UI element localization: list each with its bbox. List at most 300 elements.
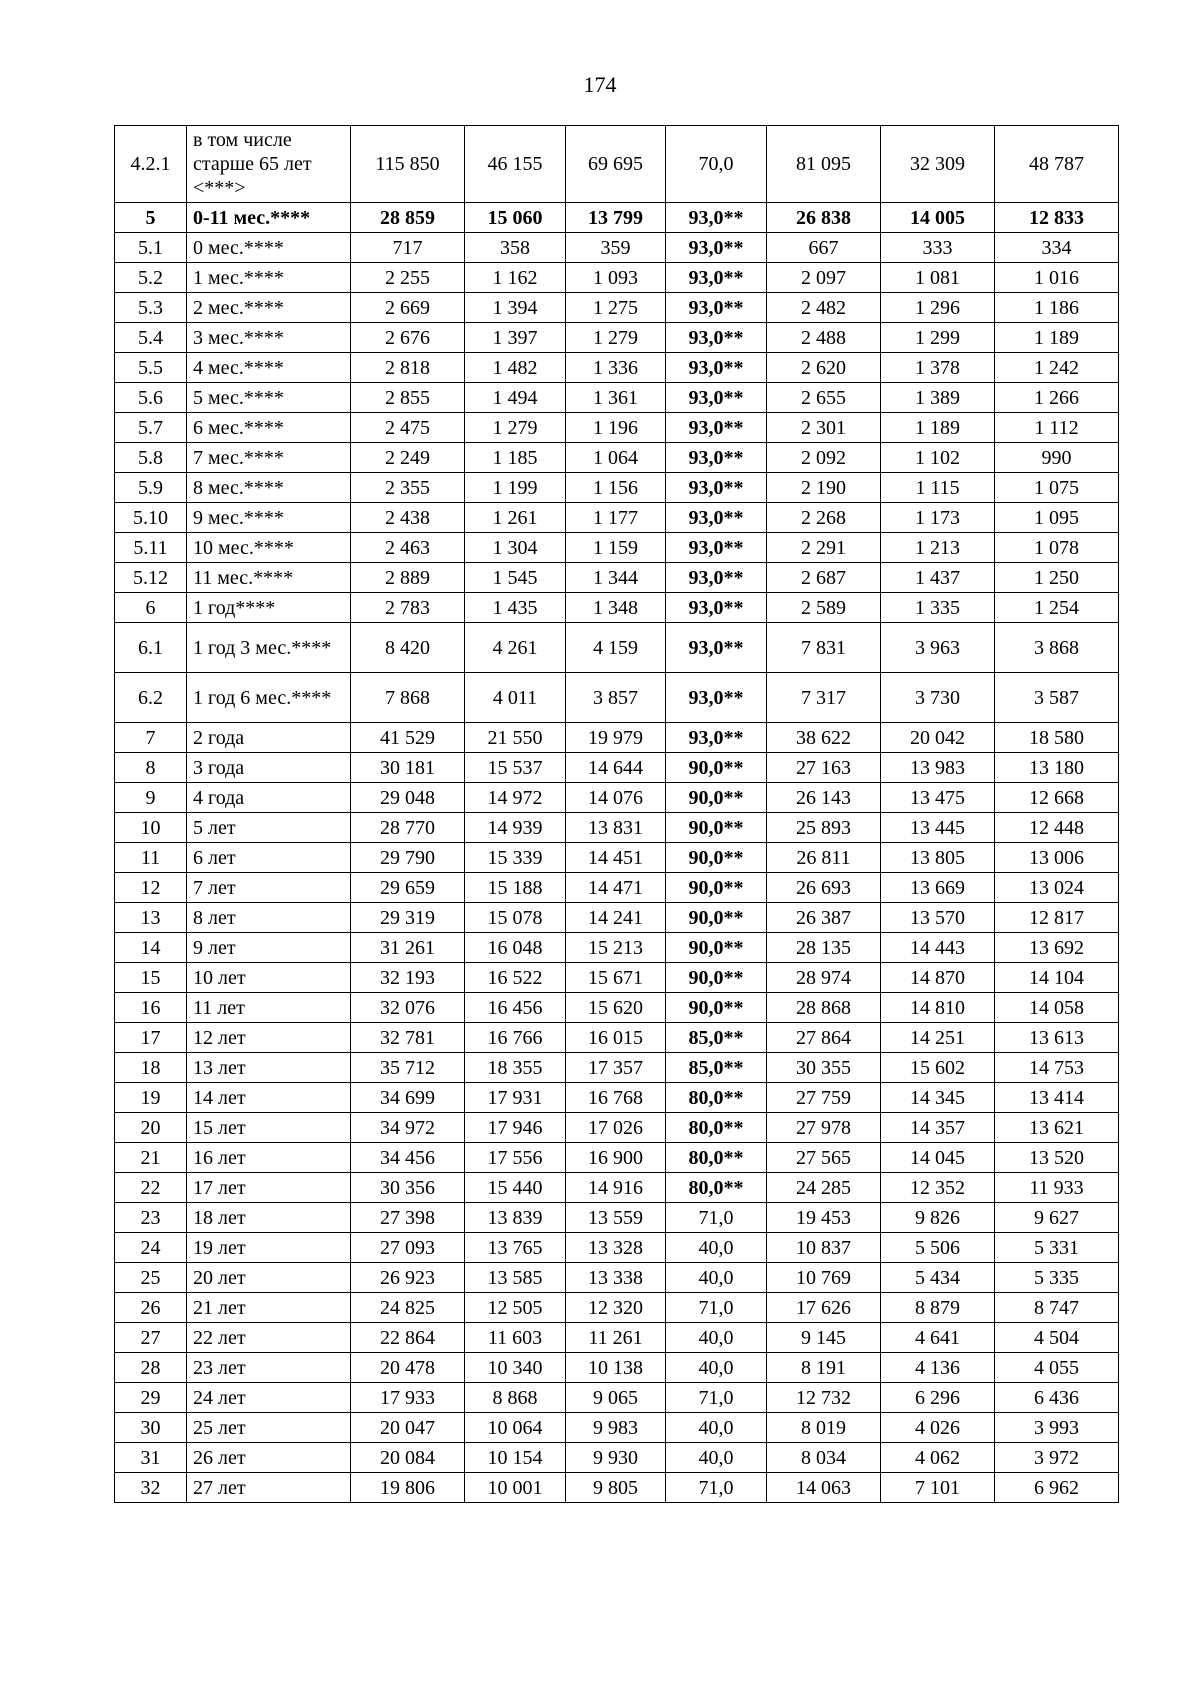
vaccination-population-table [114,125,1119,1503]
row-number-cell: 14 [115,933,187,963]
column-7-cell: 1 335 [881,593,995,623]
column-8-cell: 1 266 [995,383,1119,413]
column-3-cell: 358 [465,233,566,263]
column-7-cell: 1 189 [881,413,995,443]
column-4-cell: 15 620 [566,993,666,1023]
age-group-cell: 17 лет [187,1173,351,1203]
column-4-cell: 11 261 [566,1323,666,1353]
column-8-cell: 1 250 [995,563,1119,593]
column-7-cell: 13 570 [881,903,995,933]
row-number-cell: 4.2.1 [115,126,187,203]
column-4-cell: 1 361 [566,383,666,413]
column-8-cell: 1 254 [995,593,1119,623]
column-3-cell: 16 522 [465,963,566,993]
column-8-cell: 990 [995,443,1119,473]
column-6-cell: 2 488 [767,323,881,353]
age-group-cell: в том числе старше 65 лет <***> [187,126,351,203]
age-group-cell: 10 лет [187,963,351,993]
table-row [115,1143,1119,1173]
column-4-cell: 13 831 [566,813,666,843]
column-4-cell: 13 328 [566,1233,666,1263]
column-7-cell: 3 730 [881,673,995,723]
age-group-cell: 11 мес.**** [187,563,351,593]
column-6-cell: 27 163 [767,753,881,783]
table-row [115,903,1119,933]
row-number-cell: 5.6 [115,383,187,413]
column-7-cell: 5 434 [881,1263,995,1293]
row-number-cell: 5.8 [115,443,187,473]
table-row [115,623,1119,673]
table-row [115,473,1119,503]
column-3-cell: 16 456 [465,993,566,1023]
total-cell: 20 047 [351,1413,465,1443]
total-cell: 2 676 [351,323,465,353]
column-8-cell: 13 520 [995,1143,1119,1173]
table-row [115,353,1119,383]
coverage-rate-cell: 93,0** [666,503,767,533]
column-3-cell: 17 931 [465,1083,566,1113]
table-row [115,843,1119,873]
column-8-cell: 12 668 [995,783,1119,813]
column-7-cell: 1 389 [881,383,995,413]
column-6-cell: 26 387 [767,903,881,933]
column-6-cell: 9 145 [767,1323,881,1353]
table-row [115,963,1119,993]
column-3-cell: 15 188 [465,873,566,903]
age-group-cell: 21 лет [187,1293,351,1323]
row-number-cell: 13 [115,903,187,933]
coverage-rate-cell: 93,0** [666,533,767,563]
total-cell: 27 398 [351,1203,465,1233]
column-8-cell: 1 242 [995,353,1119,383]
coverage-rate-cell: 93,0** [666,353,767,383]
column-4-cell: 14 916 [566,1173,666,1203]
row-number-cell: 7 [115,723,187,753]
coverage-rate-cell: 40,0 [666,1353,767,1383]
column-4-cell: 15 213 [566,933,666,963]
column-6-cell: 38 622 [767,723,881,753]
coverage-rate-cell: 93,0** [666,383,767,413]
total-cell: 28 859 [351,203,465,233]
age-group-cell: 6 мес.**** [187,413,351,443]
column-6-cell: 2 092 [767,443,881,473]
table-row [115,413,1119,443]
column-8-cell: 14 058 [995,993,1119,1023]
age-group-cell: 3 года [187,753,351,783]
column-6-cell: 27 978 [767,1113,881,1143]
column-7-cell: 1 081 [881,263,995,293]
total-cell: 8 420 [351,623,465,673]
column-4-cell: 1 336 [566,353,666,383]
column-7-cell: 14 870 [881,963,995,993]
total-cell: 34 972 [351,1113,465,1143]
column-8-cell: 14 104 [995,963,1119,993]
column-4-cell: 12 320 [566,1293,666,1323]
age-group-cell: 20 лет [187,1263,351,1293]
age-group-cell: 9 мес.**** [187,503,351,533]
table-row [115,813,1119,843]
coverage-rate-cell: 93,0** [666,263,767,293]
column-3-cell: 1 279 [465,413,566,443]
column-7-cell: 1 213 [881,533,995,563]
table-row [115,753,1119,783]
column-8-cell: 334 [995,233,1119,263]
row-number-cell: 5.11 [115,533,187,563]
column-3-cell: 15 440 [465,1173,566,1203]
row-number-cell: 28 [115,1353,187,1383]
table-row [115,1173,1119,1203]
table-row [115,263,1119,293]
age-group-cell: 22 лет [187,1323,351,1353]
column-7-cell: 1 102 [881,443,995,473]
column-8-cell: 13 613 [995,1023,1119,1053]
age-group-cell: 11 лет [187,993,351,1023]
age-group-cell: 1 мес.**** [187,263,351,293]
row-number-cell: 5 [115,203,187,233]
column-3-cell: 10 064 [465,1413,566,1443]
age-group-cell: 4 года [187,783,351,813]
row-number-cell: 5.2 [115,263,187,293]
column-4-cell: 1 177 [566,503,666,533]
total-cell: 2 249 [351,443,465,473]
column-8-cell: 13 692 [995,933,1119,963]
column-6-cell: 27 864 [767,1023,881,1053]
age-group-cell: 5 мес.**** [187,383,351,413]
table-row [115,1443,1119,1473]
coverage-rate-cell: 71,0 [666,1293,767,1323]
row-number-cell: 5.10 [115,503,187,533]
table-row [115,1203,1119,1233]
column-4-cell: 16 015 [566,1023,666,1053]
age-group-cell: 1 год**** [187,593,351,623]
column-8-cell: 18 580 [995,723,1119,753]
total-cell: 2 818 [351,353,465,383]
total-cell: 30 181 [351,753,465,783]
table-row [115,1353,1119,1383]
age-group-cell: 27 лет [187,1473,351,1503]
column-6-cell: 28 135 [767,933,881,963]
column-3-cell: 11 603 [465,1323,566,1353]
column-3-cell: 1 545 [465,563,566,593]
coverage-rate-cell: 93,0** [666,293,767,323]
coverage-rate-cell: 40,0 [666,1263,767,1293]
column-4-cell: 4 159 [566,623,666,673]
coverage-rate-cell: 93,0** [666,593,767,623]
total-cell: 27 093 [351,1233,465,1263]
total-cell: 2 783 [351,593,465,623]
column-3-cell: 15 339 [465,843,566,873]
column-4-cell: 16 768 [566,1083,666,1113]
table-row [115,783,1119,813]
row-number-cell: 19 [115,1083,187,1113]
total-cell: 29 790 [351,843,465,873]
age-group-cell: 12 лет [187,1023,351,1053]
table-row [115,383,1119,413]
row-number-cell: 27 [115,1323,187,1353]
total-cell: 28 770 [351,813,465,843]
column-8-cell: 1 112 [995,413,1119,443]
column-3-cell: 21 550 [465,723,566,753]
column-3-cell: 1 162 [465,263,566,293]
column-7-cell: 13 445 [881,813,995,843]
age-group-cell: 10 мес.**** [187,533,351,563]
total-cell: 29 319 [351,903,465,933]
column-7-cell: 13 669 [881,873,995,903]
column-3-cell: 16 048 [465,933,566,963]
coverage-rate-cell: 93,0** [666,323,767,353]
column-8-cell: 1 078 [995,533,1119,563]
column-3-cell: 15 078 [465,903,566,933]
row-number-cell: 21 [115,1143,187,1173]
row-number-cell: 12 [115,873,187,903]
column-7-cell: 1 296 [881,293,995,323]
coverage-rate-cell: 90,0** [666,903,767,933]
column-3-cell: 1 185 [465,443,566,473]
column-6-cell: 27 759 [767,1083,881,1113]
row-number-cell: 9 [115,783,187,813]
table-row [115,503,1119,533]
column-6-cell: 2 190 [767,473,881,503]
coverage-rate-cell: 93,0** [666,443,767,473]
table-row [115,1263,1119,1293]
column-7-cell: 1 437 [881,563,995,593]
column-3-cell: 14 972 [465,783,566,813]
column-6-cell: 17 626 [767,1293,881,1323]
row-number-cell: 24 [115,1233,187,1263]
column-7-cell: 8 879 [881,1293,995,1323]
column-3-cell: 12 505 [465,1293,566,1323]
column-4-cell: 16 900 [566,1143,666,1173]
column-4-cell: 1 344 [566,563,666,593]
column-6-cell: 2 655 [767,383,881,413]
column-4-cell: 9 805 [566,1473,666,1503]
total-cell: 31 261 [351,933,465,963]
column-7-cell: 4 062 [881,1443,995,1473]
column-6-cell: 2 620 [767,353,881,383]
total-cell: 20 084 [351,1443,465,1473]
coverage-rate-cell: 90,0** [666,843,767,873]
row-number-cell: 5.1 [115,233,187,263]
column-4-cell: 19 979 [566,723,666,753]
column-8-cell: 14 753 [995,1053,1119,1083]
age-group-cell: 1 год 6 мес.**** [187,673,351,723]
column-8-cell: 1 189 [995,323,1119,353]
coverage-rate-cell: 80,0** [666,1173,767,1203]
age-group-cell: 2 мес.**** [187,293,351,323]
column-4-cell: 17 026 [566,1113,666,1143]
column-7-cell: 13 475 [881,783,995,813]
age-group-cell: 24 лет [187,1383,351,1413]
column-7-cell: 13 983 [881,753,995,783]
row-number-cell: 32 [115,1473,187,1503]
row-number-cell: 29 [115,1383,187,1413]
age-group-cell: 6 лет [187,843,351,873]
row-number-cell: 25 [115,1263,187,1293]
column-8-cell: 5 335 [995,1263,1119,1293]
total-cell: 2 255 [351,263,465,293]
column-6-cell: 10 837 [767,1233,881,1263]
table-row [115,1293,1119,1323]
column-3-cell: 15 537 [465,753,566,783]
total-cell: 2 669 [351,293,465,323]
total-cell: 17 933 [351,1383,465,1413]
column-6-cell: 28 974 [767,963,881,993]
age-group-cell: 8 мес.**** [187,473,351,503]
column-3-cell: 16 766 [465,1023,566,1053]
column-3-cell: 17 556 [465,1143,566,1173]
table-row [115,1083,1119,1113]
table-row [115,323,1119,353]
coverage-rate-cell: 71,0 [666,1473,767,1503]
column-4-cell: 1 196 [566,413,666,443]
column-7-cell: 14 810 [881,993,995,1023]
total-cell: 29 659 [351,873,465,903]
total-cell: 2 438 [351,503,465,533]
column-8-cell: 4 504 [995,1323,1119,1353]
column-7-cell: 20 042 [881,723,995,753]
total-cell: 7 868 [351,673,465,723]
age-group-cell: 18 лет [187,1203,351,1233]
column-6-cell: 667 [767,233,881,263]
column-8-cell: 13 006 [995,843,1119,873]
column-8-cell: 12 448 [995,813,1119,843]
column-3-cell: 1 435 [465,593,566,623]
coverage-rate-cell: 90,0** [666,993,767,1023]
table-row [115,126,1119,203]
column-7-cell: 14 345 [881,1083,995,1113]
table-row [115,293,1119,323]
column-4-cell: 1 064 [566,443,666,473]
column-4-cell: 69 695 [566,126,666,203]
row-number-cell: 5.12 [115,563,187,593]
column-6-cell: 7 317 [767,673,881,723]
coverage-rate-cell: 71,0 [666,1383,767,1413]
total-cell: 717 [351,233,465,263]
table-row [115,993,1119,1023]
table-row [115,723,1119,753]
coverage-rate-cell: 40,0 [666,1413,767,1443]
age-group-cell: 15 лет [187,1113,351,1143]
total-cell: 35 712 [351,1053,465,1083]
column-6-cell: 2 687 [767,563,881,593]
row-number-cell: 30 [115,1413,187,1443]
age-group-cell: 3 мес.**** [187,323,351,353]
column-6-cell: 2 268 [767,503,881,533]
row-number-cell: 5.9 [115,473,187,503]
table-row [115,233,1119,263]
column-8-cell: 8 747 [995,1293,1119,1323]
row-number-cell: 5.5 [115,353,187,383]
column-6-cell: 2 301 [767,413,881,443]
column-7-cell: 3 963 [881,623,995,673]
table-row [115,563,1119,593]
column-8-cell: 12 817 [995,903,1119,933]
coverage-rate-cell: 70,0 [666,126,767,203]
column-7-cell: 13 805 [881,843,995,873]
column-4-cell: 9 983 [566,1413,666,1443]
column-7-cell: 4 136 [881,1353,995,1383]
age-group-cell: 9 лет [187,933,351,963]
column-3-cell: 1 397 [465,323,566,353]
row-number-cell: 5.7 [115,413,187,443]
column-4-cell: 3 857 [566,673,666,723]
column-7-cell: 1 115 [881,473,995,503]
column-3-cell: 4 261 [465,623,566,673]
coverage-rate-cell: 93,0** [666,723,767,753]
table-row [115,933,1119,963]
column-4-cell: 1 159 [566,533,666,563]
coverage-rate-cell: 93,0** [666,233,767,263]
column-7-cell: 5 506 [881,1233,995,1263]
row-number-cell: 22 [115,1173,187,1203]
column-3-cell: 18 355 [465,1053,566,1083]
row-number-cell: 15 [115,963,187,993]
column-7-cell: 14 005 [881,203,995,233]
total-cell: 19 806 [351,1473,465,1503]
total-cell: 22 864 [351,1323,465,1353]
column-6-cell: 7 831 [767,623,881,673]
column-3-cell: 14 939 [465,813,566,843]
column-7-cell: 1 173 [881,503,995,533]
coverage-rate-cell: 85,0** [666,1053,767,1083]
column-4-cell: 14 451 [566,843,666,873]
column-7-cell: 14 357 [881,1113,995,1143]
age-group-cell: 7 лет [187,873,351,903]
column-8-cell: 13 414 [995,1083,1119,1113]
row-number-cell: 6.2 [115,673,187,723]
table-row [115,1053,1119,1083]
column-7-cell: 14 443 [881,933,995,963]
column-3-cell: 46 155 [465,126,566,203]
column-3-cell: 1 394 [465,293,566,323]
column-4-cell: 10 138 [566,1353,666,1383]
column-4-cell: 13 799 [566,203,666,233]
column-3-cell: 4 011 [465,673,566,723]
row-number-cell: 6 [115,593,187,623]
table-row [115,1413,1119,1443]
column-8-cell: 3 993 [995,1413,1119,1443]
column-8-cell: 3 972 [995,1443,1119,1473]
coverage-rate-cell: 93,0** [666,473,767,503]
column-6-cell: 28 868 [767,993,881,1023]
column-7-cell: 9 826 [881,1203,995,1233]
column-8-cell: 13 621 [995,1113,1119,1143]
coverage-rate-cell: 80,0** [666,1143,767,1173]
column-6-cell: 2 589 [767,593,881,623]
column-8-cell: 5 331 [995,1233,1119,1263]
column-6-cell: 25 893 [767,813,881,843]
total-cell: 30 356 [351,1173,465,1203]
total-cell: 32 781 [351,1023,465,1053]
column-3-cell: 13 839 [465,1203,566,1233]
column-7-cell: 6 296 [881,1383,995,1413]
coverage-rate-cell: 40,0 [666,1233,767,1263]
coverage-rate-cell: 90,0** [666,813,767,843]
column-4-cell: 14 241 [566,903,666,933]
coverage-rate-cell: 80,0** [666,1083,767,1113]
column-6-cell: 24 285 [767,1173,881,1203]
age-group-cell: 5 лет [187,813,351,843]
column-7-cell: 4 026 [881,1413,995,1443]
total-cell: 2 855 [351,383,465,413]
column-4-cell: 1 348 [566,593,666,623]
coverage-rate-cell: 90,0** [666,753,767,783]
column-6-cell: 19 453 [767,1203,881,1233]
coverage-rate-cell: 93,0** [666,673,767,723]
column-3-cell: 10 001 [465,1473,566,1503]
column-6-cell: 26 811 [767,843,881,873]
column-6-cell: 8 019 [767,1413,881,1443]
